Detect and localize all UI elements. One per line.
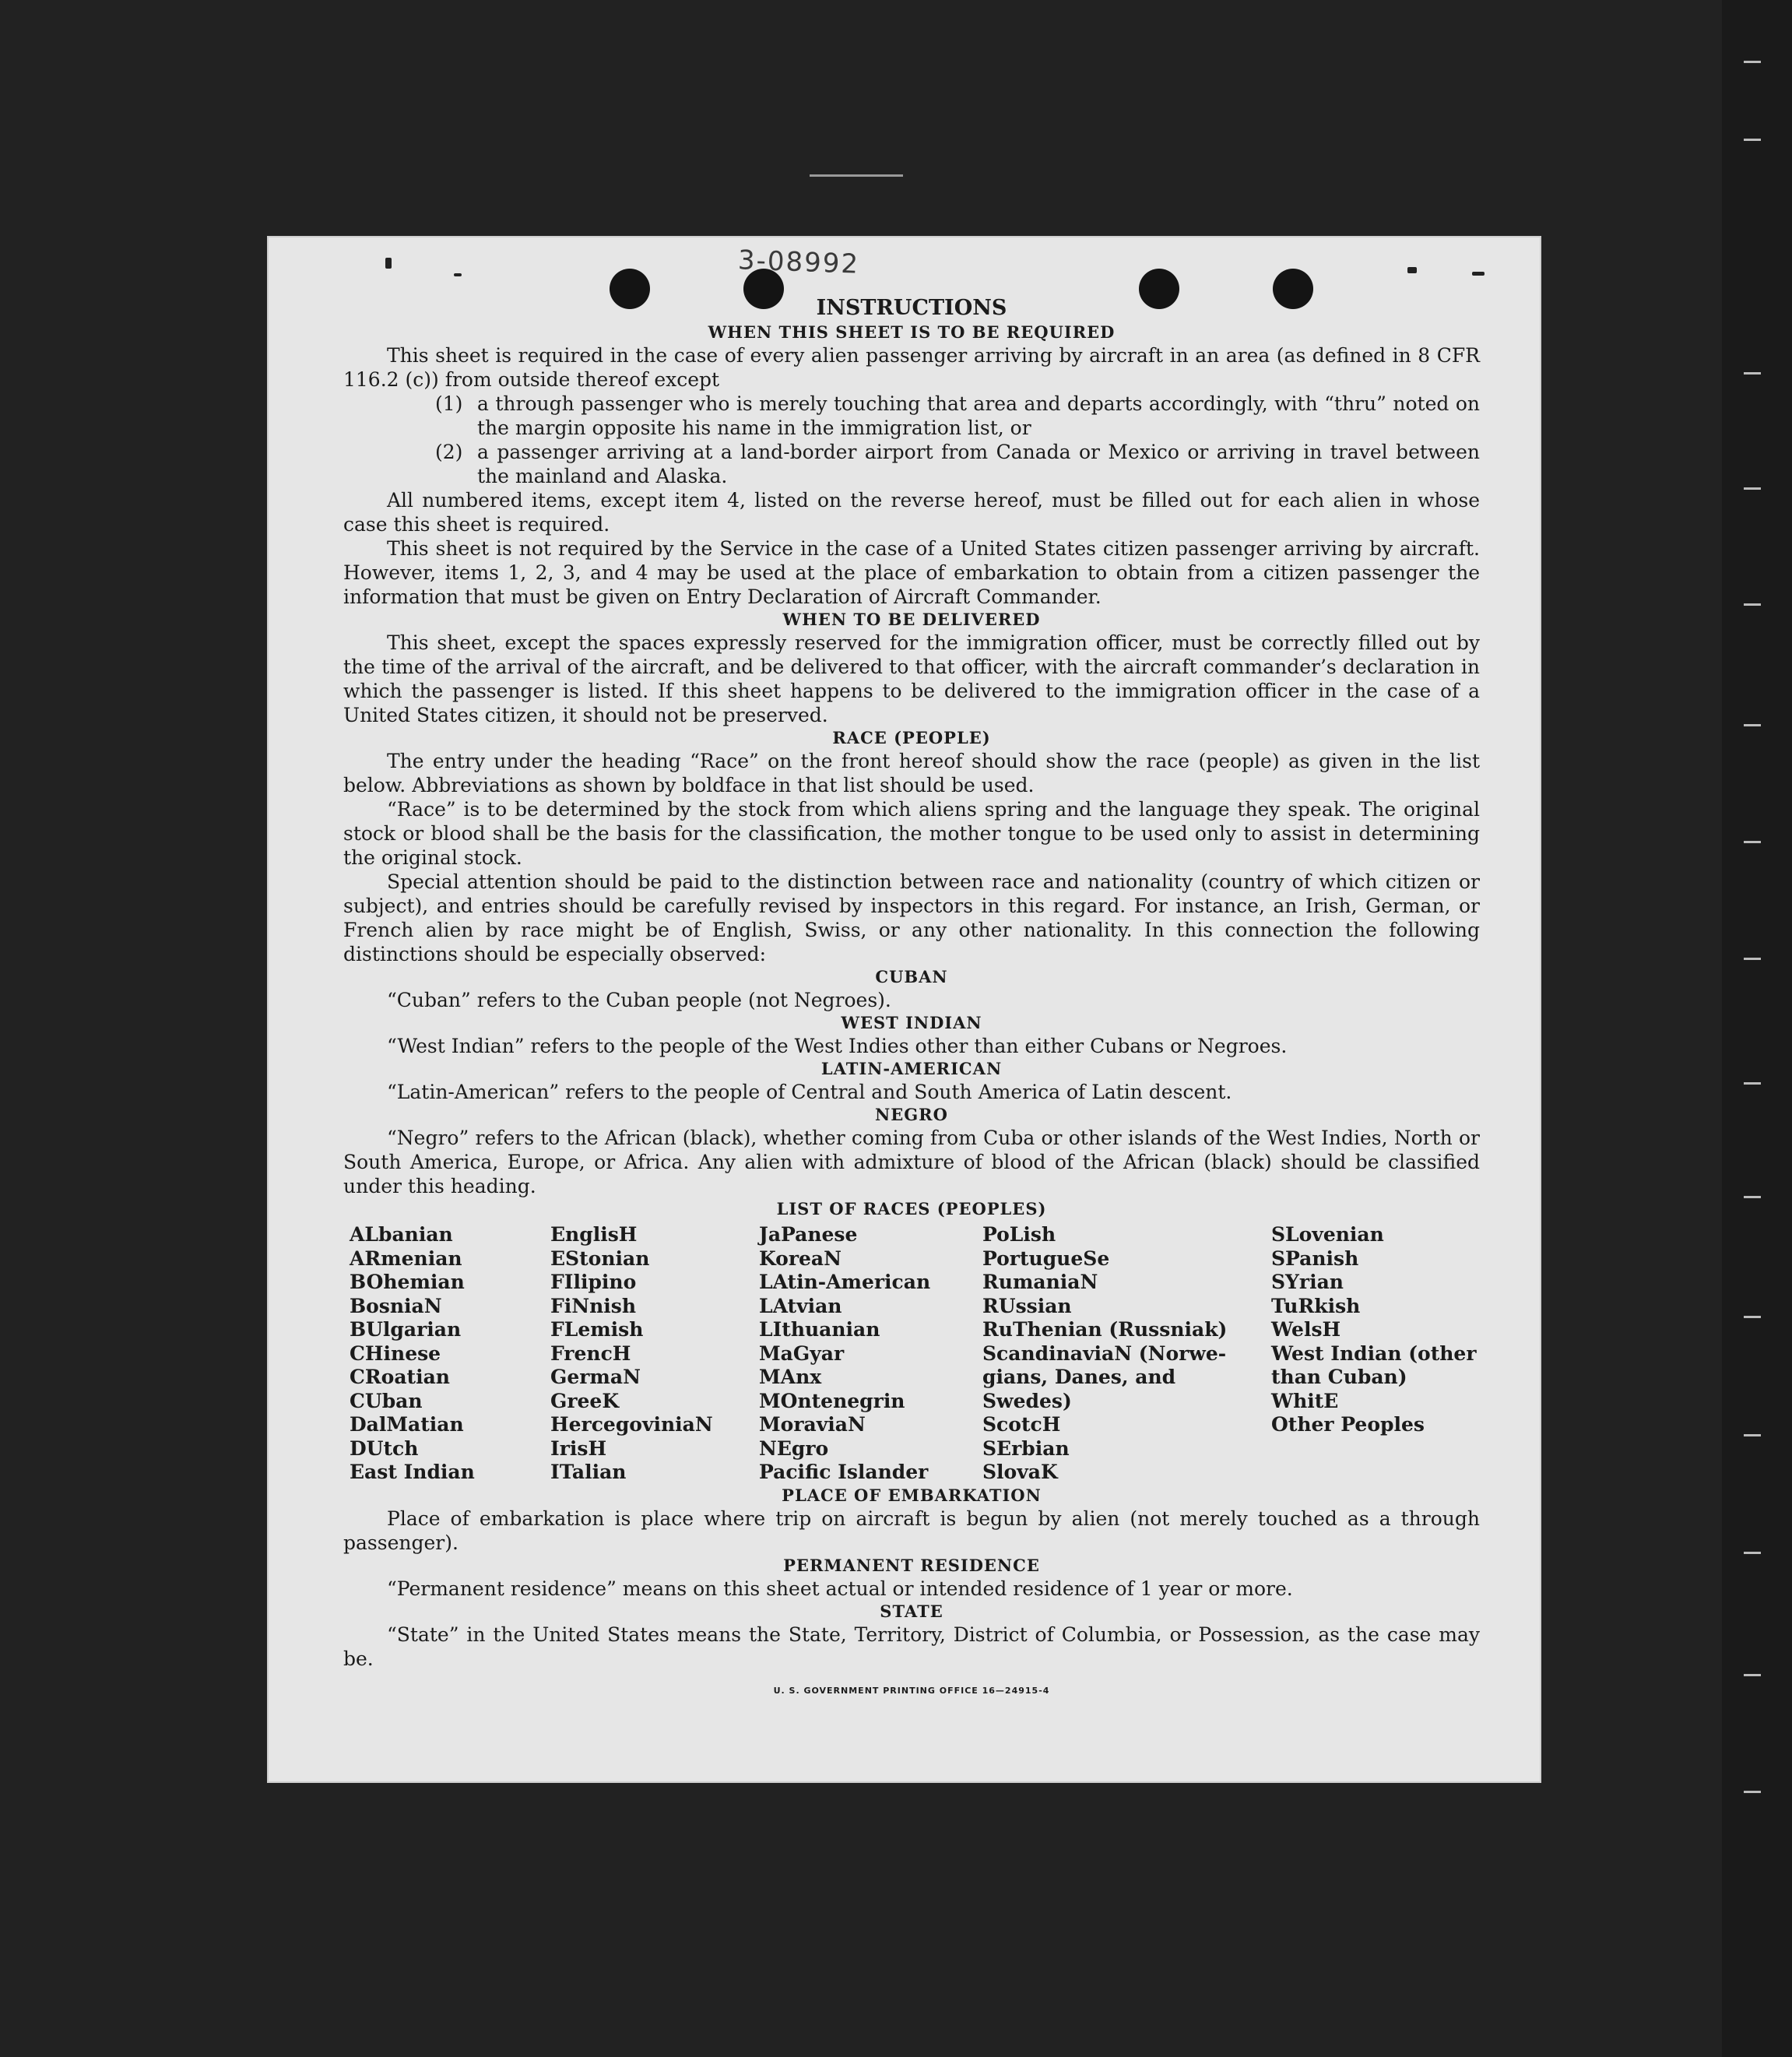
paragraph: This sheet is not required by the Service in the case of a United States citizen passenger arriving by aircraft. However, items 1, 2, 3, and 4 may be used at the place of embarkation to obtain from a citizen passenger the information that must be given on Entry Declaration of Aircraft Commander. (343, 537, 1480, 608)
film-tick (1744, 603, 1761, 606)
printing-office-footer: U. S. GOVERNMENT PRINTING OFFICE 16—24915-4 (773, 1685, 1050, 1696)
film-tick (1744, 1196, 1761, 1198)
paragraph: “State” in the United States means the State, Territory, District of Columbia, or Possession, as the case may be. (343, 1623, 1480, 1670)
heading-latin-american: LATIN-AMERICAN (820, 1059, 1003, 1078)
film-tick (1744, 1791, 1761, 1793)
film-tick (1744, 1082, 1761, 1085)
heading-when-delivered: WHEN TO BE DELIVERED (782, 610, 1041, 629)
paragraph: “Negro” refers to the African (black), whether coming from Cuba or other islands of the West Indies, North or South America, Europe, or Africa. Any alien with admixture of blood of the African (black) should be classified under this heading. (343, 1127, 1480, 1197)
races-column-1: ALbanian ARmenian BOhemian BosniaN BUlgarian CHinese CRoatian CUban DalMatian DUtch East Indian (350, 1223, 475, 1483)
paragraph: “Cuban” refers to the Cuban people (not Negroes). (387, 989, 891, 1011)
heading-embarkation: PLACE OF EMBARKATION (782, 1485, 1042, 1505)
film-tick (1744, 372, 1761, 374)
item-number: (2) (435, 441, 463, 463)
paragraph: This sheet is required in the case of every alien passenger arriving by aircraft in an area (as defined in 8 CFR 116.2 (c)) from outside thereof except (343, 344, 1480, 391)
paragraph: “Latin-American” refers to the people of Central and South America of Latin descent. (387, 1081, 1232, 1103)
instructions-content (343, 295, 1480, 1703)
heading-state: STATE (880, 1601, 943, 1621)
item-text: a passenger arriving at a land-border airport from Canada or Mexico or arriving in travel between the mainland and Alaska. (477, 441, 1480, 487)
paragraph: Place of embarkation is place where trip on aircraft is begun by alien (not merely touched as a through passenger). (343, 1507, 1480, 1554)
ink-speck (454, 273, 462, 276)
film-tick (1744, 1674, 1761, 1676)
races-column-2: EnglisH EStonian FIlipino FiNnish FLemish FrencH GermaN GreeK HercegoviniaN IrisH ITalian (550, 1223, 713, 1483)
film-tick (1744, 487, 1761, 490)
list-item (343, 392, 1480, 440)
heading-west-indian: WEST INDIAN (841, 1013, 982, 1032)
races-column-3: JaPanese KoreaN LAtin-American LAtvian LIthuanian MaGyar MAnx MOntenegrin MoraviaN NEgro Pacific Islander (759, 1223, 931, 1483)
races-column-5: SLovenian SPanish SYrian TuRkish WelsH West Indian (other than Cuban) WhitE Other Peoples (1271, 1223, 1477, 1436)
races-column-4: PoLish PortugueSe RumaniaN RUssian RuThenian (Russniak) ScandinaviaN (Norwe- gians, Danes, and Swedes) ScotcH SErbian SlovaK (982, 1223, 1228, 1483)
film-tick (1744, 1434, 1761, 1436)
film-tick (1744, 958, 1761, 960)
item-text: a through passenger who is merely touching that area and departs accordingly, with “thru” noted on the margin opposite his name in the immigration list, or (477, 392, 1480, 439)
film-edge (1722, 0, 1792, 2057)
paragraph: All numbered items, except item 4, listed on the reverse hereof, must be filled out for each alien in whose case this sheet is required. (343, 489, 1480, 536)
paragraph: “Permanent residence” means on this sheet actual or intended residence of 1 year or more. (387, 1577, 1293, 1600)
film-tick (1744, 61, 1761, 63)
paragraph: “West Indian” refers to the people of the West Indies other than either Cubans or Negroes. (387, 1035, 1288, 1057)
paragraph: Special attention should be paid to the distinction between race and nationality (country of which citizen or subject), and entries should be carefully revised by inspectors in this regard. For instance, an Irish, German, or French alien by race might be of English, Swiss, or any other nationality. In this connection the following distinctions should be especially observed: (343, 870, 1480, 965)
ink-speck (1472, 272, 1485, 276)
heading-list-of-races: LIST OF RACES (PEOPLES) (776, 1199, 1047, 1218)
paragraph: “Race” is to be determined by the stock from which aliens spring and the language they speak. The original stock or blood shall be the basis for the classification, the mother tongue to be used only to assist in determining the original stock. (343, 798, 1480, 869)
heading-negro: NEGRO (875, 1105, 948, 1124)
heading-permanent-residence: PERMANENT RESIDENCE (783, 1555, 1040, 1575)
film-tick (1744, 841, 1761, 843)
list-item (343, 440, 1480, 488)
heading-race: RACE (PEOPLE) (832, 728, 991, 747)
handwritten-number: 3-08992 (737, 244, 860, 280)
page-title: INSTRUCTIONS (816, 296, 1007, 320)
film-mark (810, 174, 903, 177)
ink-speck (385, 258, 392, 269)
film-tick (1744, 1552, 1761, 1554)
paragraph: This sheet, except the spaces expressly reserved for the immigration officer, must be correctly filled out by the time of the arrival of the aircraft, and be delivered to that officer, with the aircraft commander’s declaration in which the passenger is listed. If this sheet happens to be delivered to the immigration officer in the case of a United States citizen, it should not be preserved. (343, 631, 1480, 726)
film-tick (1744, 139, 1761, 141)
paragraph: The entry under the heading “Race” on the front hereof should show the race (people) as given in the list below. Abbreviations as shown by boldface in that list should be used. (343, 750, 1480, 796)
heading-when-required: WHEN THIS SHEET IS TO BE REQUIRED (708, 322, 1116, 342)
item-number: (1) (435, 392, 463, 415)
races-list (350, 1223, 1480, 1485)
document-sheet (267, 236, 1541, 1783)
ink-speck (1407, 267, 1417, 273)
film-tick (1744, 724, 1761, 726)
heading-cuban: CUBAN (875, 967, 948, 986)
film-tick (1744, 1316, 1761, 1318)
